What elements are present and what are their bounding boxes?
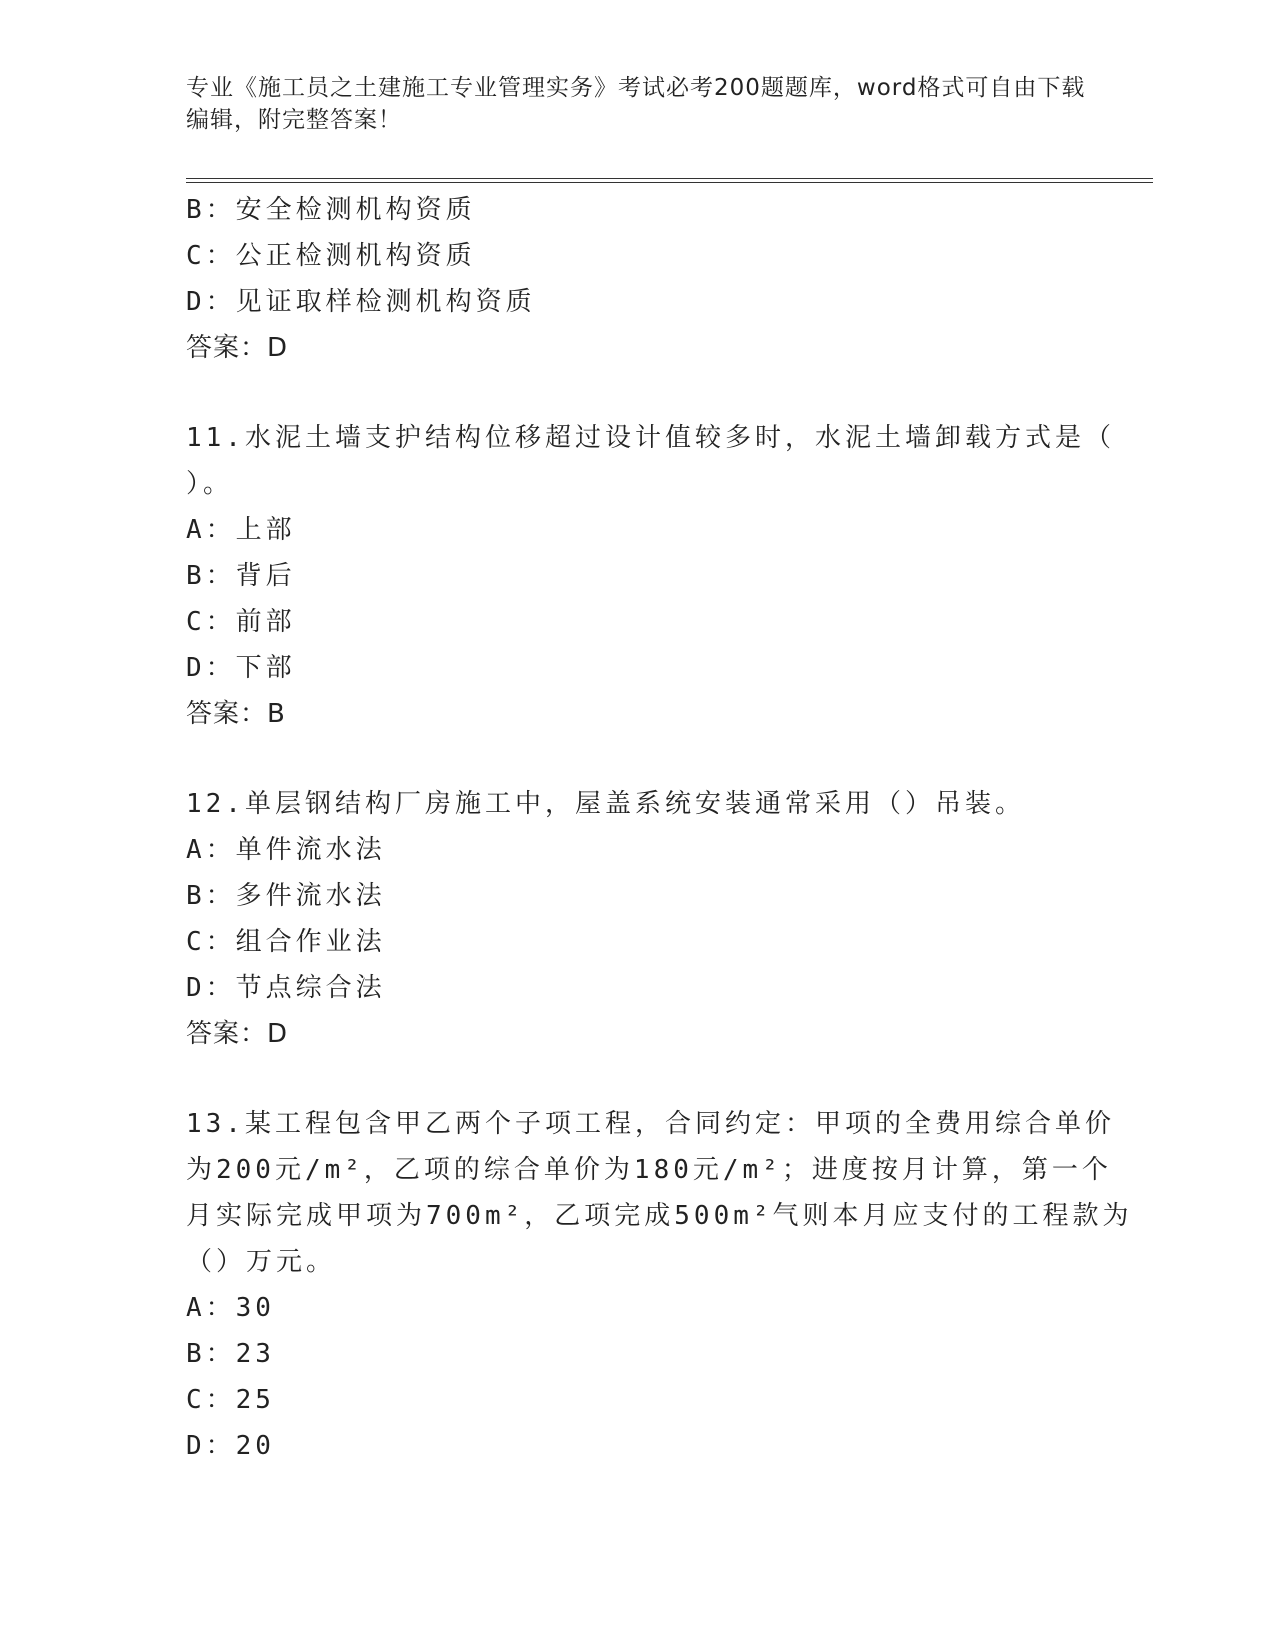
header-rule-bottom — [186, 182, 1153, 183]
text-line: 为200元/m²，乙项的综合单价为180元/m²；进度按月计算，第一个 — [186, 1155, 1112, 1185]
text-line: D：下部 — [186, 653, 296, 683]
text-line: 12.单层钢结构厂房施工中，屋盖系统安装通常采用（）吊装。 — [186, 789, 1025, 819]
text-line: A：30 — [186, 1293, 275, 1323]
text-line: C：前部 — [186, 607, 296, 637]
text-line: ）。 — [186, 469, 234, 499]
text-line: C：25 — [186, 1385, 275, 1415]
text-line: D：见证取样检测机构资质 — [186, 287, 536, 317]
text-line: B：23 — [186, 1339, 275, 1369]
answer-line: 答案：D — [186, 1019, 289, 1049]
text-line: D：节点综合法 — [186, 973, 386, 1003]
text-line: A：上部 — [186, 515, 296, 545]
text-line: B：安全检测机构资质 — [186, 195, 476, 225]
text-line: 11.水泥土墙支护结构位移超过设计值较多时，水泥土墙卸载方式是（ — [186, 423, 1115, 453]
text-line: 13.某工程包含甲乙两个子项工程，合同约定：甲项的全费用综合单价 — [186, 1109, 1115, 1139]
answer-line: 答案：B — [186, 699, 286, 729]
text-line: C：组合作业法 — [186, 927, 386, 957]
text-line: D：20 — [186, 1431, 275, 1461]
text-line: C：公正检测机构资质 — [186, 241, 476, 271]
header-rule-top — [186, 178, 1153, 179]
text-line: B：多件流水法 — [186, 881, 386, 911]
text-line: B：背后 — [186, 561, 296, 591]
text-line: （）万元。 — [186, 1247, 337, 1277]
text-line: A：单件流水法 — [186, 835, 386, 865]
document-header: 专业《施工员之土建施工专业管理实务》考试必考200题题库，word格式可自由下载编辑，附完整答案！ — [186, 75, 1086, 133]
text-line: 月实际完成甲项为700m²，乙项完成500m²气则本月应支付的工程款为 — [186, 1201, 1133, 1231]
answer-line: 答案：D — [186, 333, 289, 363]
